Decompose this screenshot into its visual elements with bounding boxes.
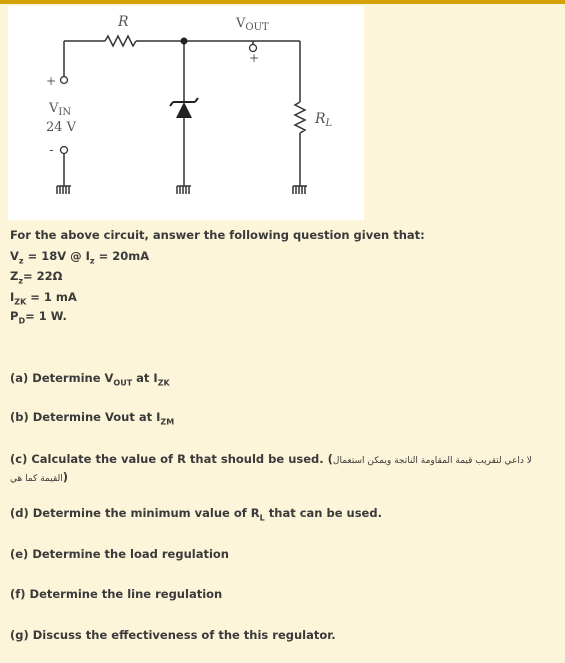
given-izk-pre: I bbox=[10, 290, 15, 304]
question-a-sub2: ZK bbox=[157, 378, 170, 388]
question-c-close: ) bbox=[62, 470, 69, 484]
question-d-post: that can be used. bbox=[264, 506, 382, 520]
vin-label-main: V bbox=[49, 101, 59, 116]
vin-value: 24 V bbox=[46, 120, 77, 135]
question-d-pre: (d) Determine the minimum value of R bbox=[10, 506, 260, 520]
given-vz-mid: = 18V @ I bbox=[23, 249, 90, 263]
load-label bbox=[314, 111, 333, 129]
resistor-label: R bbox=[118, 14, 129, 30]
question-b-pre: (b) Determine Vout at I bbox=[10, 410, 161, 424]
question-e: (e) Determine the load regulation bbox=[10, 547, 229, 561]
vin-plus-terminal bbox=[61, 77, 68, 84]
top-accent-bar bbox=[0, 0, 565, 4]
given-pd bbox=[10, 309, 67, 325]
given-izk-post: = 1 mA bbox=[26, 290, 77, 304]
question-c-text: (c) Calculate the value of R that should be used. ( bbox=[10, 452, 333, 466]
question-b bbox=[10, 410, 174, 426]
given-zz bbox=[10, 269, 62, 285]
junction-node bbox=[181, 38, 188, 45]
given-izk-sub: ZK bbox=[14, 297, 27, 307]
load-label-main: R bbox=[315, 111, 326, 127]
vin-label bbox=[48, 101, 71, 118]
vout-label-main: V bbox=[236, 16, 246, 31]
ground-zener bbox=[177, 186, 191, 194]
vout-label-sub: OUT bbox=[245, 22, 269, 33]
given-vz-pre: V bbox=[10, 249, 19, 263]
vout-plus-sign: + bbox=[249, 51, 260, 65]
zener-diode bbox=[170, 98, 198, 118]
given-iz-sub: z bbox=[89, 256, 95, 266]
vin-label-sub: IN bbox=[58, 107, 72, 118]
given-zz-pre: Z bbox=[10, 269, 19, 283]
question-c bbox=[10, 451, 555, 487]
question-c-arabic-note: لا داعي لتقريب قيمة المقاومة الناتجة ويمكن استعمال القيمة كما هي bbox=[10, 456, 532, 484]
question-a-pre: (a) Determine V bbox=[10, 371, 114, 385]
question-f: (f) Determine the line regulation bbox=[10, 587, 223, 601]
given-pd-sub: D bbox=[18, 316, 26, 326]
given-vz-sub: z bbox=[18, 256, 24, 266]
zener-regulator-circuit bbox=[8, 6, 364, 220]
vin-plus-sign: + bbox=[46, 74, 57, 88]
given-zz-sub: z bbox=[18, 276, 23, 286]
question-d-sub: L bbox=[259, 513, 265, 523]
given-vz bbox=[10, 249, 149, 265]
vout-label bbox=[235, 16, 269, 33]
question-a bbox=[10, 371, 170, 387]
given-zz-post: = 22Ω bbox=[23, 269, 63, 283]
question-a-sub1: OUT bbox=[113, 378, 133, 388]
load-label-sub: L bbox=[325, 118, 333, 129]
given-pd-post: = 1 W. bbox=[25, 309, 67, 323]
given-izk bbox=[10, 290, 77, 306]
ground-load bbox=[293, 186, 307, 194]
circuit-diagram bbox=[8, 6, 364, 220]
vin-minus-terminal bbox=[61, 147, 68, 154]
question-a-mid: at I bbox=[132, 371, 158, 385]
question-b-sub: ZM bbox=[160, 417, 175, 427]
given-pd-pre: P bbox=[10, 309, 19, 323]
intro-text: For the above circuit, answer the following question given that: bbox=[10, 228, 425, 242]
vin-minus-sign: - bbox=[49, 142, 54, 158]
given-vz-post: = 20mA bbox=[94, 249, 150, 263]
load-resistor bbox=[295, 102, 305, 133]
question-d bbox=[10, 506, 382, 522]
series-resistor bbox=[105, 36, 136, 46]
question-g: (g) Discuss the effectiveness of the this regulator. bbox=[10, 628, 336, 642]
ground-vin bbox=[57, 186, 71, 194]
